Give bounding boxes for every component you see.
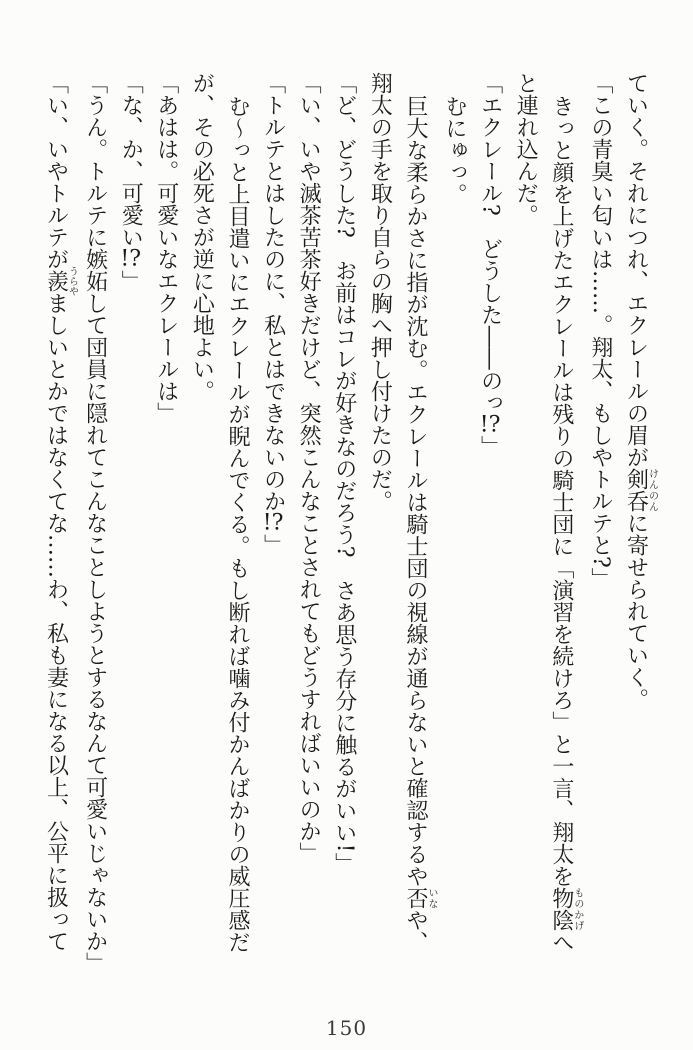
text-run: 「うん。トルテに嫉妬して団員に隠れてこんなことしようとするなんて可愛いじゃないか」	[82, 72, 108, 974]
vertical-text-block	[43, 72, 658, 992]
text-line	[326, 72, 362, 992]
ruby-annotated-word: 物陰ものかげ	[548, 887, 583, 931]
text-run: に寄せられていく。	[623, 512, 649, 710]
text-run: 「トルテとはしたのに、私とはできないのか	[260, 72, 286, 512]
text-run: むにゅっ。	[442, 95, 468, 205]
text-line	[77, 72, 113, 992]
text-run: む〜っと上目遣いにエクレールが睨んでくる。もし断れば噛み付かんばかりの威圧感だ	[224, 95, 250, 953]
page-number: 150	[325, 1016, 368, 1040]
tatechuyoko-text: !?	[479, 413, 501, 436]
text-run: きっと顔を上げたエクレールは残りの騎士団に「演習を続けろ」と一言、翔太を	[548, 95, 574, 887]
ruby-annotated-word: 羨うらや	[43, 266, 78, 296]
tatechuyoko-text: !?	[262, 512, 284, 534]
text-run: 「あはは。可愛いなエクレールは」	[153, 72, 179, 424]
text-line	[38, 72, 77, 992]
text-run: 「い、いやトルテが	[43, 72, 69, 270]
text-line	[219, 72, 255, 992]
text-run: ましいとかではなくてな……わ、私も妻になる以上、公平に扱って	[43, 292, 69, 952]
text-run: 巨大な柔らかさに指が沈む。エクレールは騎士団の視線が通らないと確認するや	[402, 95, 428, 887]
text-run: ていく。それにつれ、エクレールの眉が	[623, 72, 649, 468]
ruby-annotated-word: 否いな	[402, 887, 437, 909]
text-line	[113, 72, 149, 992]
text-run: へ	[548, 931, 574, 953]
text-run: 」	[260, 534, 286, 556]
text-run: 」	[477, 435, 503, 458]
text-line	[184, 72, 220, 992]
text-run: が、その必死さが逆に心地よい。	[189, 72, 215, 402]
text-run: 「い、いや滅茶苦茶好きだけど、突然こんなことされてもどうすればいいのか」	[296, 72, 322, 864]
text-line	[472, 72, 508, 992]
text-line	[362, 72, 398, 992]
text-line	[543, 72, 582, 992]
text-line	[508, 72, 544, 992]
text-run: 「この青臭い匂いは……。翔太、もしやトルテと?」	[587, 72, 613, 590]
text-line	[148, 72, 184, 992]
text-run: 」	[118, 270, 144, 292]
text-run: や、	[402, 909, 428, 953]
text-run: 翔太の手を取り自らの胸へ押し付けたのだ。	[367, 72, 393, 512]
text-line	[255, 72, 291, 992]
text-line	[291, 72, 327, 992]
text-line	[582, 72, 618, 992]
tatechuyoko-text: !?	[120, 248, 141, 270]
text-line	[436, 72, 472, 992]
text-line	[397, 72, 436, 992]
text-run: 「ど、どうした? お前はコレが好きなのだろう? さあ思う存分に触るがいい!」	[331, 72, 357, 875]
text-run: 「エクレール? どうした――のっ	[477, 72, 503, 414]
text-run: と連れ込んだ。	[513, 72, 539, 226]
ruby-annotated-word: 剣呑けんのん	[623, 468, 658, 512]
text-run: 「な、か、可愛い	[118, 72, 144, 248]
text-line	[618, 72, 657, 992]
